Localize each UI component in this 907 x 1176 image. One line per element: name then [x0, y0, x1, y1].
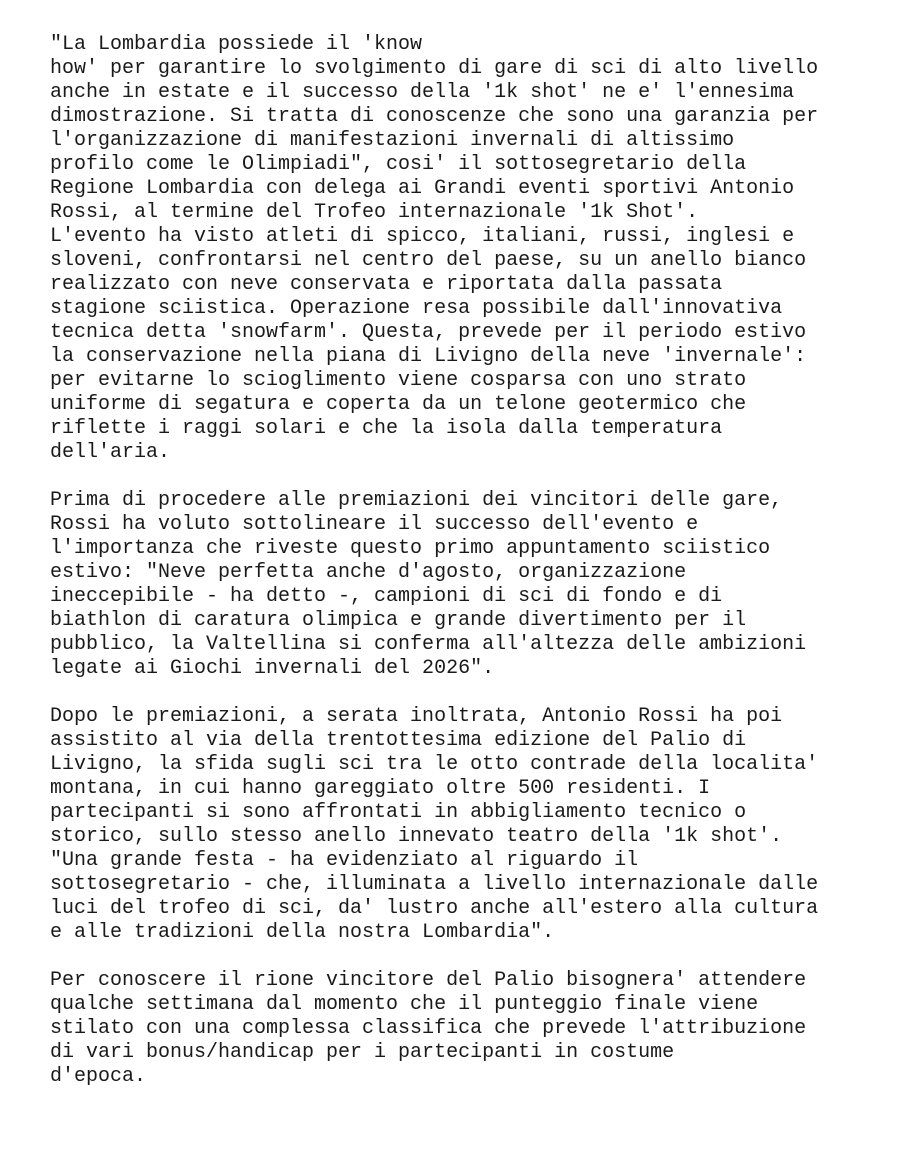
text-line: assistito al via della trentottesima edizione del Palio di: [50, 729, 747, 752]
text-line: anche in estate e il successo della '1k shot' ne e' l'ennesima: [50, 81, 795, 104]
text-line: qualche settimana dal momento che il punteggio finale viene: [50, 993, 759, 1016]
document-body: [50, 33, 890, 1113]
text-line: dell'aria.: [50, 441, 171, 464]
text-line: sloveni, confrontarsi nel centro del paese, su un anello bianco: [50, 249, 807, 272]
paragraph-1: [50, 33, 890, 465]
text-line: stagione sciistica. Operazione resa possibile dall'innovativa: [50, 297, 783, 320]
text-line: Dopo le premiazioni, a serata inoltrata, Antonio Rossi ha poi: [50, 705, 783, 728]
text-line: Regione Lombardia con delega ai Grandi eventi sportivi Antonio: [50, 177, 795, 200]
text-line: Prima di procedere alle premiazioni dei vincitori delle gare,: [50, 489, 783, 512]
text-line: partecipanti si sono affrontati in abbigliamento tecnico o: [50, 801, 747, 824]
paragraph-4: [50, 969, 890, 1089]
text-line: e alle tradizioni della nostra Lombardia".: [50, 921, 555, 944]
text-line: how' per garantire lo svolgimento di gare di sci di alto livello: [50, 57, 819, 80]
text-line: pubblico, la Valtellina si conferma all'altezza delle ambizioni: [50, 633, 807, 656]
text-line: l'organizzazione di manifestazioni invernali di altissimo: [50, 129, 735, 152]
text-line: realizzato con neve conservata e riportata dalla passata: [50, 273, 723, 296]
text-line: Rossi ha voluto sottolineare il successo dell'evento e: [50, 513, 699, 536]
text-line: profilo come le Olimpiadi", cosi' il sottosegretario della: [50, 153, 747, 176]
text-line: L'evento ha visto atleti di spicco, italiani, russi, inglesi e: [50, 225, 795, 248]
text-line: Rossi, al termine del Trofeo internazionale '1k Shot'.: [50, 201, 699, 224]
paragraph-3: [50, 705, 890, 945]
text-line: montana, in cui hanno gareggiato oltre 500 residenti. I: [50, 777, 711, 800]
text-line: Per conoscere il rione vincitore del Palio bisognera' attendere: [50, 969, 807, 992]
text-line: per evitarne lo scioglimento viene cosparsa con uno strato: [50, 369, 747, 392]
text-line: "Una grande festa - ha evidenziato al riguardo il: [50, 849, 639, 872]
text-line: l'importanza che riveste questo primo appuntamento sciistico: [50, 537, 771, 560]
text-line: di vari bonus/handicap per i partecipanti in costume: [50, 1041, 675, 1064]
text-line: legate ai Giochi invernali del 2026".: [50, 657, 495, 680]
paragraph-2: [50, 489, 890, 681]
text-line: estivo: "Neve perfetta anche d'agosto, organizzazione: [50, 561, 687, 584]
text-line: d'epoca.: [50, 1065, 147, 1088]
text-line: la conservazione nella piana di Livigno della neve 'invernale':: [50, 345, 807, 368]
text-line: Livigno, la sfida sugli sci tra le otto contrade della localita': [50, 753, 819, 776]
text-line: tecnica detta 'snowfarm'. Questa, prevede per il periodo estivo: [50, 321, 807, 344]
text-line: sottosegretario - che, illuminata a livello internazionale dalle: [50, 873, 819, 896]
text-line: luci del trofeo di sci, da' lustro anche all'estero alla cultura: [50, 897, 819, 920]
text-line: ineccepibile - ha detto -, campioni di sci di fondo e di: [50, 585, 723, 608]
text-line: riflette i raggi solari e che la isola dalla temperatura: [50, 417, 723, 440]
text-line: dimostrazione. Si tratta di conoscenze che sono una garanzia per: [50, 105, 819, 128]
text-line: stilato con una complessa classifica che prevede l'attribuzione: [50, 1017, 807, 1040]
text-line: storico, sullo stesso anello innevato teatro della '1k shot'.: [50, 825, 783, 848]
text-line: biathlon di caratura olimpica e grande divertimento per il: [50, 609, 747, 632]
text-line: uniforme di segatura e coperta da un telone geotermico che: [50, 393, 747, 416]
text-line: "La Lombardia possiede il 'know: [50, 33, 423, 56]
